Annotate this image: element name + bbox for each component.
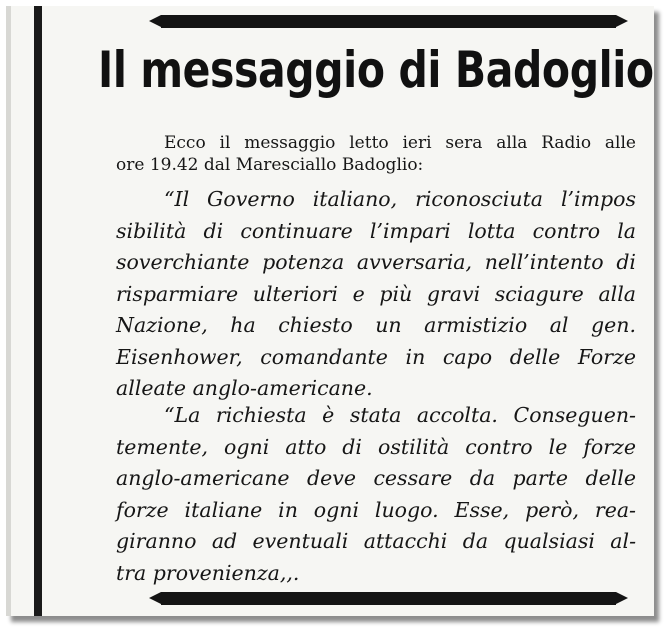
newspaper-clipping xyxy=(6,6,654,616)
intro-line: Ecco il messaggio letto ieri sera alla Radio alle xyxy=(164,133,636,153)
quote-line: soverchiante potenza avversaria, nell’intento di xyxy=(116,250,636,274)
quote-line: sibilità di continuare l’impari lotta contro la xyxy=(116,218,636,243)
quote-line: risparmiare ulteriori e più gravi sciagure alla xyxy=(116,281,636,306)
quote-line: Nazione, ha chiesto un armistizio al gen. xyxy=(116,313,636,337)
quote-line: temente, ogni atto di ostilità contro le forze xyxy=(116,434,636,459)
quote-line: Eisenhower, comandante in capo delle Forze xyxy=(116,344,636,369)
quote-line: “Il Governo italiano, riconosciuta l’impos xyxy=(164,187,636,211)
quote-paragraph-2 xyxy=(116,400,636,589)
headline: Il messaggio di Badoglio xyxy=(98,41,654,99)
intro-paragraph xyxy=(116,132,636,176)
quote-paragraph-1 xyxy=(116,184,636,405)
quote-line: forze italiane in ogni luogo. Esse, però, rea- xyxy=(116,497,636,522)
quote-line: “La richiesta è stata accolta. Conseguen- xyxy=(164,403,636,427)
top-ornament-bar xyxy=(161,15,616,28)
column-rule xyxy=(34,6,42,616)
quote-line: tra provenienza,,. xyxy=(116,560,300,585)
bottom-ornament-bar xyxy=(161,592,616,605)
quote-line: alleate anglo-americane. xyxy=(116,376,373,400)
quote-line: anglo-americane deve cessare da parte delle xyxy=(116,466,636,490)
page-edge xyxy=(6,6,11,616)
quote-line: giranno ad eventuali attacchi da qualsiasi al- xyxy=(116,529,636,553)
intro-line: ore 19.42 dal Maresciallo Badoglio: xyxy=(116,155,424,175)
